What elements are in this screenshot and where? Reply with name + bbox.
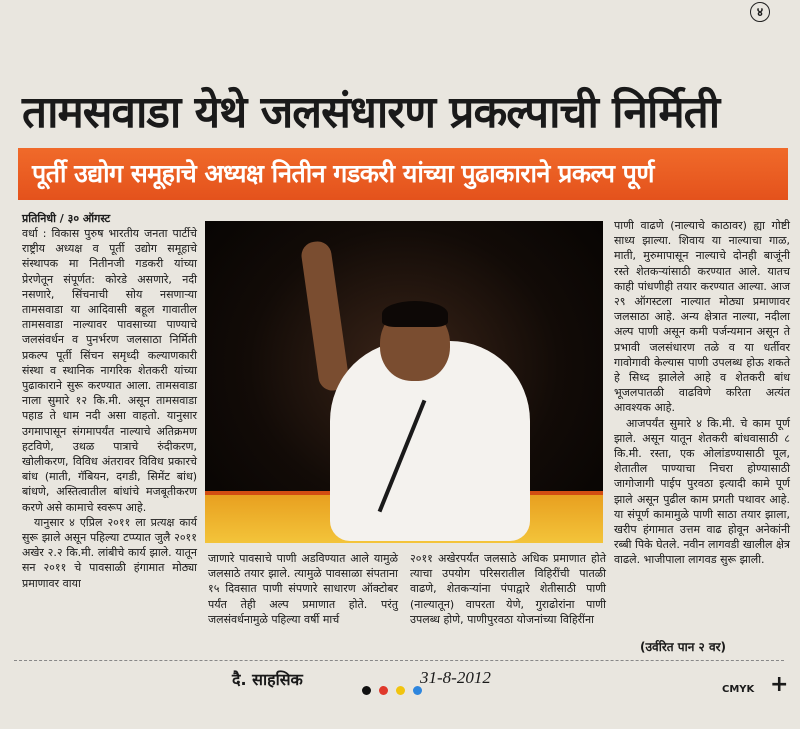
article-column-3 — [410, 551, 606, 627]
crosshair-icon: + — [770, 672, 789, 697]
byline: प्रतिनिधी / ३० ऑगस्ट — [22, 212, 111, 225]
photo-person-hair — [382, 301, 448, 327]
paragraph: जाणारे पावसाचे पाणी अडविण्यात आले यामुळे जलसाठे तयार झाले. त्यामुळे पावसाळा संपताना १५ दिवसात पाणी संपणारे साधारण ऑक्टोबर पर्यंत तेही अल्प प्रमाणात होते. परंतु जलसंवर्धनामुळे पहिल्या वर्षी मार्च — [208, 552, 398, 626]
footer-date: 31-8-2012 — [420, 668, 491, 687]
article-column-1 — [22, 226, 197, 591]
paragraph: पाणी वाढणे (नाल्याचे काठावर) ह्या गोष्टी साध्य झाल्या. शिवाय या नाल्याचा गाळ, माती, मुरुमापासून नाल्याचे दोनही बाजूंनी रस्ते शेतकऱ्यांसाठी करण्यात आले. यातच काही पांधणीही तयार करण्यात आल्या. आज २९ ऑगस्टला नाल्यात मोठ्या प्रमाणावर जलसाठा आहे. अन्य क्षेत्रात नाल्या, नदीला अल्प पाणी असून कमी पर्जन्यमान असून ते प्रभावी जलसंधारण तळे व या धर्तीवर गावोगावी केल्यास पाणी उपलब्ध होऊ शकते हे सिध्द झालेले आहे व शेतकरी बांध भूजलपातळी वाढविणे करिता अत्यंत आवश्यक आहे. — [614, 219, 790, 415]
registration-dot-icon — [362, 686, 371, 695]
paragraph: २०११ अखेरपर्यंत जलसाठे अधिक प्रमाणात होते त्याचा उपयोग परिसरातील विहिरींची पातळी वाढणे, शेतकऱ्यांना पंपाद्वारे शेतीसाठी पाणी (नाल्यातून) वापरता येणे, गुराढोरांना पाणी उपलब्ध होणे, पाणीपुरवठा योजनांच्या विहिरींना — [410, 552, 606, 626]
photo-arm — [300, 240, 351, 393]
footer-paper-name: दै. साहसिक — [232, 670, 303, 689]
footer-divider — [14, 660, 784, 661]
page-number: ४ — [750, 2, 770, 22]
cmyk-label: CMYK — [722, 684, 755, 695]
article-column-2 — [208, 551, 398, 627]
subheadline-banner — [18, 148, 788, 200]
registration-dot-icon — [396, 686, 405, 695]
subheadline: पूर्ती उद्योग समूहाचे अध्यक्ष नितीन गडकरी यांच्या पुढाकाराने प्रकल्प पूर्ण — [32, 159, 654, 188]
paragraph: आजपर्यंत सुमारे ४ कि.मी. चे काम पूर्ण झाले. असून यातून शेतकरी बांधवासाठी ८ कि.मी. रस्ता, एक ओलांडण्यासाठी पूल, शेतातील पाण्याचा निचरा होण्यासाठी जागोजागी पाईप पुरवठा इत्यादी कामे पूर्ण झाले असून पुढील काम प्रगती पथावर आहे. या संपूर्ण कामामुळे पाणी साठा तयार झाला, खरीप हंगामात उत्तम वाढ होवून अनेकांनी रब्बी पिके घेतले. नवीन लागवडी खालील क्षेत्र वाढले. भाजीपाला लागवड सुरू झाली. — [614, 416, 790, 567]
paragraph: यानुसार ४ एप्रिल २०११ ला प्रत्यक्ष कार्य सुरू झाले असून पहिल्या टप्प्यात जुलै २०११ अखेर २.२ कि.मी. लांबीचे कार्य झाले. यातून सन २०११ चे पावसाळी हंगामात मोठ्या प्रमाणावर वाया — [22, 515, 197, 590]
headline: तामसवाडा येथे जलसंधारण प्रकल्पाची निर्मिती — [22, 87, 720, 138]
continued-note: (उर्वरित पान २ वर) — [640, 640, 727, 654]
paragraph: वर्धा : विकास पुरुष भारतीय जनता पार्टीचे राष्ट्रीय अध्यक्ष व पूर्ती उद्योग समूहाचे संस्थापक मा नितीनजी गडकरी यांच्या प्रेरणेतून संपूर्णत: कोरडे असणारे, नदी नसणारे, सिंचनाची सोय नसणाऱ्या तामसवाडा या आदिवासी बहूल गावातील तामसवाडा नाल्यावर पावसाच्या पाण्याचे जलसंवर्धन व पुनर्भरण जलसाठा निर्मिती प्रकल्प पूर्ती सिंचन समृध्दी कल्याणकारी संस्था व स्थानिक नागरिक शेतकरी यांच्या पुढाकाराने सुरू करण्यात आला. तामसवाडा नाला सुमारे १२ कि.मी. असून तामसवाडा पहाड ते धाम नदी असा वाहतो. यानुसार उगमापासून संगमापर्यंत नाल्याचे अतिक्रमण हटविणे, उथळ पात्राचे रुंदीकरण, खोलीकरण, विविध अंतरावर विविध प्रकारचे बांध (माती, गॅबियन, दगडी, सिमेंट बांध) बांधणे, अस्तित्वातील बांधांचे मजबूतीकरण करणे असे कामाचे स्वरूप आहे. — [22, 227, 197, 514]
color-registration-dots — [362, 680, 425, 699]
registration-dot-icon — [379, 686, 388, 695]
article-column-4 — [614, 218, 790, 568]
article-photo — [205, 221, 603, 543]
